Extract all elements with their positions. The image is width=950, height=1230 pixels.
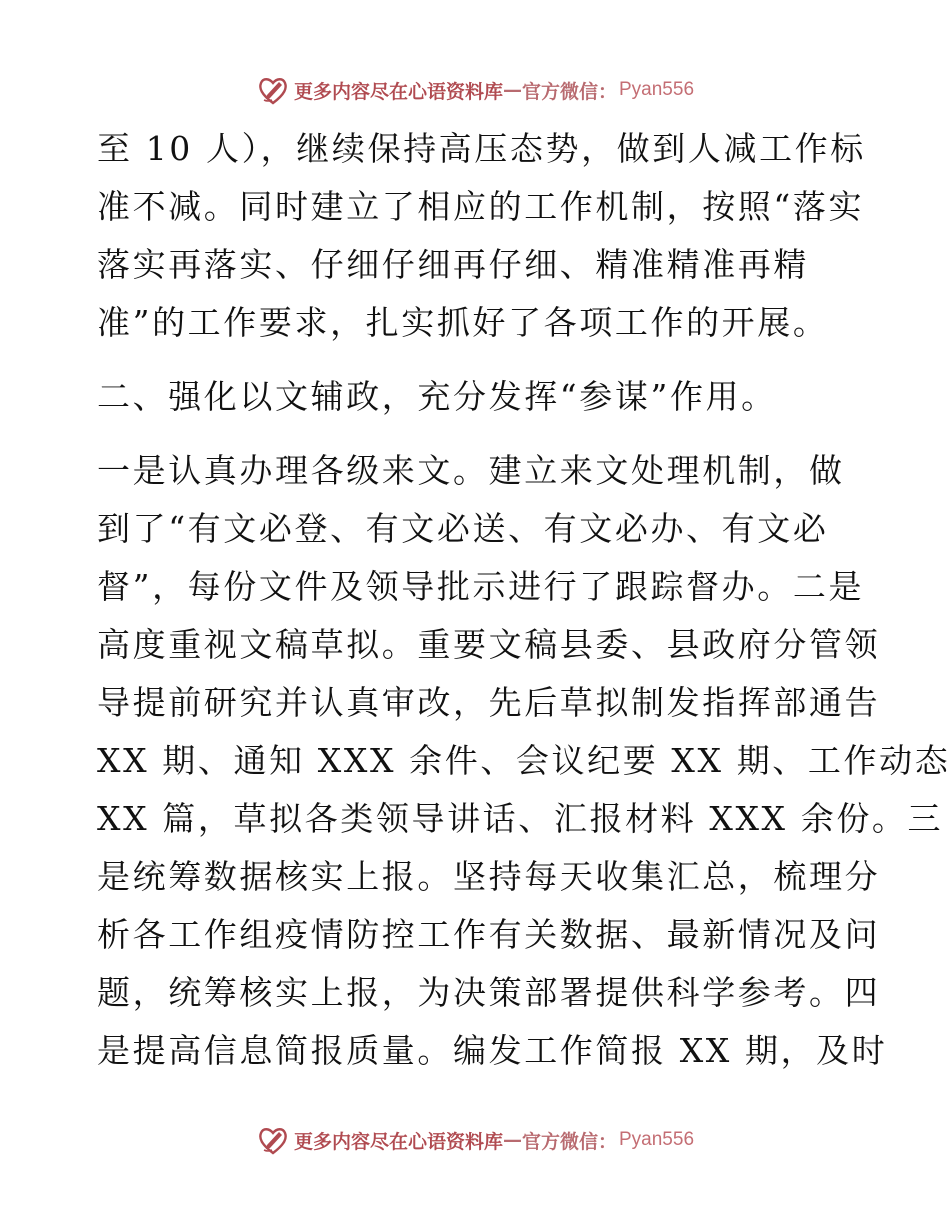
text-line: 析各工作组疫情防控工作有关数据、最新情况及问 [97,915,881,954]
heart-pen-logo-icon [256,1123,290,1157]
text-line: 一是认真办理各级来文。建立来文处理机制，做 [97,451,845,490]
section-heading: 二、强化以文辅政，充分发挥“参谋”作用。 [97,377,777,416]
text-line: XX 篇，草拟各类领导讲话、汇报材料 XXX 余份。三 [97,799,944,838]
document-body [97,120,950,1080]
text-line: 到了“有文必登、有文必送、有文必办、有文必 [97,509,829,548]
text-line: 落实再落实、仔细仔细再仔细、精准精准再精 [97,245,809,284]
text-line: XX 期、通知 XXX 余件、会议纪要 XX 期、工作动态 [97,741,950,780]
watermark-brand-text: 更多内容尽在心语资料库 [293,80,503,103]
text-line: 准不减。同时建立了相应的工作机制，按照“落实 [97,187,865,226]
text-line: 督”，每份文件及领导批示进行了跟踪督办。二是 [97,567,865,606]
watermark-brand-text: 更多内容尽在心语资料库 [293,1130,503,1153]
text-line: 是统筹数据核实上报。坚持每天收集汇总，梳理分 [97,857,881,896]
text-line: 题，统筹核实上报，为决策部署提供科学参考。四 [97,973,881,1012]
watermark-contact-id: Pyan556 [619,1129,695,1150]
paragraph-main [97,442,950,1080]
watermark-separator: — [502,1129,522,1151]
paragraph-continuation [97,120,866,352]
watermark-contact-id: Pyan556 [619,79,695,100]
heart-pen-logo-icon [256,73,290,107]
text-line: 是提高信息简报质量。编发工作简报 XX 期，及时 [97,1031,888,1070]
text-line: 至 10 人），继续保持高压态势，做到人减工作标 [97,129,866,168]
watermark-separator: — [502,79,522,101]
footer-watermark [0,1120,950,1160]
watermark-contact-label: 官方微信： [521,80,617,103]
header-watermark [0,70,950,110]
text-line: 导提前研究并认真审改，先后草拟制发指挥部通告 [97,683,881,722]
text-line: 准”的工作要求，扎实抓好了各项工作的开展。 [97,303,829,342]
watermark-contact-label: 官方微信： [521,1130,617,1153]
text-line: 高度重视文稿草拟。重要文稿县委、县政府分管领 [97,625,881,664]
